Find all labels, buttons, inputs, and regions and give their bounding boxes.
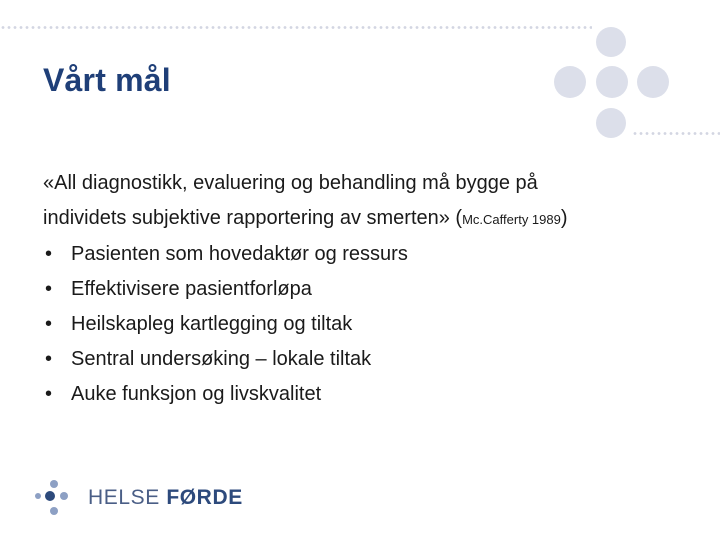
logo-word-forde: FØRDE [166, 486, 243, 509]
slide-body [43, 166, 683, 412]
bullet-item: • Effektivisere pasientforløpa [43, 272, 683, 307]
slide-title: Vårt mål [43, 62, 171, 98]
logo-dot [35, 493, 41, 499]
decor-dot [637, 66, 669, 98]
helse-forde-logo [34, 478, 274, 518]
logo-word-helse: HELSE [88, 486, 160, 509]
bullet-item: • Auke funksjon og livskvalitet [43, 377, 683, 412]
bullet-list [43, 237, 683, 412]
right-dotted-line [632, 132, 720, 135]
quote-line-2 [43, 201, 683, 237]
top-dotted-line [0, 26, 592, 29]
bullet-item: • Pasienten som hovedaktør og ressurs [43, 237, 683, 272]
logo-dot [60, 492, 68, 500]
bullet-item: • Heilskapleg kartlegging og tiltak [43, 307, 683, 342]
decor-dot [596, 108, 626, 138]
quote-line-1: «All diagnostikk, evaluering og behandling må bygge på [43, 172, 538, 194]
citation: Mc.Cafferty 1989 [462, 212, 561, 227]
quote-close: ) [560, 207, 568, 229]
decor-dot [554, 66, 586, 98]
logo-dot [45, 491, 55, 501]
decor-dot [596, 27, 626, 57]
logo-dot [50, 480, 58, 488]
quote-text: individets subjektive rapportering av smerten» ( [43, 207, 463, 229]
bullet-item: • Sentral undersøking – lokale tiltak [43, 342, 683, 377]
logo-text [88, 486, 243, 510]
decor-dot [596, 66, 628, 98]
logo-dot [50, 507, 58, 515]
